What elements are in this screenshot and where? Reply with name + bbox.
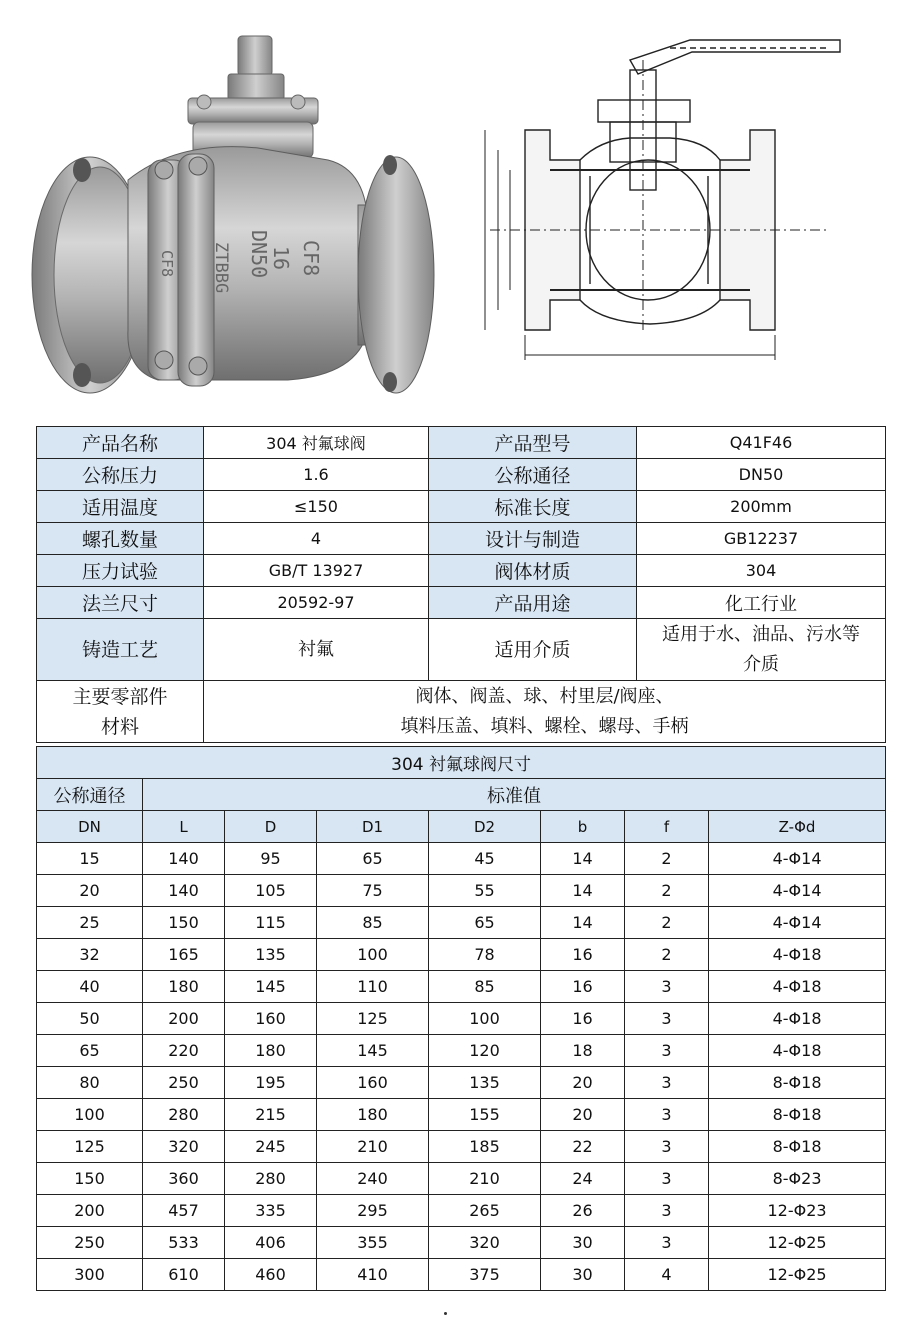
table-cell: 100 xyxy=(37,1099,143,1131)
spec-label: 适用介质 xyxy=(429,619,637,681)
stray-dot xyxy=(444,1312,447,1315)
table-cell: 155 xyxy=(429,1099,541,1131)
photo-side-mark-2: CF8 xyxy=(158,250,176,278)
photo-side-mark-1: ZTBBG xyxy=(211,242,231,294)
table-row xyxy=(37,939,886,971)
spec-value: 304 xyxy=(637,555,886,587)
spec-label: 阀体材质 xyxy=(429,555,637,587)
table-cell: 30 xyxy=(541,1227,625,1259)
table-cell: 85 xyxy=(429,971,541,1003)
spec-label: 公称压力 xyxy=(37,459,204,491)
dims-group-value: 标准值 xyxy=(143,779,886,811)
table-cell: 145 xyxy=(317,1035,429,1067)
dims-header: D xyxy=(225,811,317,843)
spec-label-line: 主要零部件 xyxy=(72,685,168,708)
spec-value: 304 衬氟球阀 xyxy=(204,427,429,459)
table-cell: 75 xyxy=(317,875,429,907)
spec-value: 4 xyxy=(204,523,429,555)
table-cell: 12-Φ25 xyxy=(709,1259,886,1291)
table-row xyxy=(37,1067,886,1099)
dims-header: L xyxy=(143,811,225,843)
table-row xyxy=(37,1131,886,1163)
table-row xyxy=(37,875,886,907)
table-cell: 16 xyxy=(541,971,625,1003)
table-cell: 8-Φ18 xyxy=(709,1131,886,1163)
table-cell: 220 xyxy=(143,1035,225,1067)
spec-label: 压力试验 xyxy=(37,555,204,587)
spec-label: 公称通径 xyxy=(429,459,637,491)
table-cell: 457 xyxy=(143,1195,225,1227)
table-cell: 2 xyxy=(625,907,709,939)
spec-value: Q41F46 xyxy=(637,427,886,459)
table-cell: 4-Φ18 xyxy=(709,1035,886,1067)
table-cell: 12-Φ25 xyxy=(709,1227,886,1259)
table-cell: 4-Φ14 xyxy=(709,875,886,907)
table-cell: 65 xyxy=(317,843,429,875)
table-cell: 4-Φ18 xyxy=(709,971,886,1003)
table-cell: 215 xyxy=(225,1099,317,1131)
valve-section-drawing xyxy=(470,30,850,370)
spec-value: 1.6 xyxy=(204,459,429,491)
dims-header: f xyxy=(625,811,709,843)
dims-header: DN xyxy=(37,811,143,843)
spec-row xyxy=(37,491,886,523)
table-cell: 3 xyxy=(625,1067,709,1099)
dims-header-row xyxy=(37,811,886,843)
table-cell: 180 xyxy=(225,1035,317,1067)
table-cell: 135 xyxy=(429,1067,541,1099)
table-row xyxy=(37,1227,886,1259)
table-cell: 355 xyxy=(317,1227,429,1259)
table-row xyxy=(37,1259,886,1291)
table-cell: 375 xyxy=(429,1259,541,1291)
spec-value: GB/T 13927 xyxy=(204,555,429,587)
table-cell: 320 xyxy=(143,1131,225,1163)
dimensions-table xyxy=(36,746,886,1291)
table-cell: 4 xyxy=(625,1259,709,1291)
table-cell: 4-Φ14 xyxy=(709,843,886,875)
spec-label: 产品型号 xyxy=(429,427,637,459)
table-cell: 533 xyxy=(143,1227,225,1259)
photo-mark-2: 16 xyxy=(269,246,293,271)
dims-group-row xyxy=(37,779,886,811)
table-cell: 320 xyxy=(429,1227,541,1259)
table-cell: 100 xyxy=(317,939,429,971)
spec-value: GB12237 xyxy=(637,523,886,555)
spec-row-parts xyxy=(37,681,886,743)
spec-label: 标准长度 xyxy=(429,491,637,523)
table-cell: 460 xyxy=(225,1259,317,1291)
spec-value-line: 填料压盖、填料、螺栓、螺母、手柄 xyxy=(400,715,689,737)
table-cell: 105 xyxy=(225,875,317,907)
spec-value: ≤150 xyxy=(204,491,429,523)
table-cell: 20 xyxy=(541,1067,625,1099)
table-cell: 3 xyxy=(625,1163,709,1195)
table-cell: 245 xyxy=(225,1131,317,1163)
table-row xyxy=(37,1195,886,1227)
table-cell: 185 xyxy=(429,1131,541,1163)
table-cell: 195 xyxy=(225,1067,317,1099)
spec-label: 法兰尺寸 xyxy=(37,587,204,619)
table-row xyxy=(37,971,886,1003)
table-cell: 115 xyxy=(225,907,317,939)
dims-header: D1 xyxy=(317,811,429,843)
table-cell: 3 xyxy=(625,1131,709,1163)
table-cell: 20 xyxy=(37,875,143,907)
table-cell: 125 xyxy=(317,1003,429,1035)
table-cell: 26 xyxy=(541,1195,625,1227)
table-cell: 4-Φ18 xyxy=(709,1003,886,1035)
dims-caption-row xyxy=(37,747,886,779)
spec-value: 衬氟 xyxy=(204,619,429,681)
table-cell: 85 xyxy=(317,907,429,939)
spec-label: 产品名称 xyxy=(37,427,204,459)
table-cell: 25 xyxy=(37,907,143,939)
table-cell: 3 xyxy=(625,1003,709,1035)
table-cell: 610 xyxy=(143,1259,225,1291)
table-cell: 125 xyxy=(37,1131,143,1163)
spec-row xyxy=(37,523,886,555)
dims-header: Z-Φd xyxy=(709,811,886,843)
table-cell: 150 xyxy=(37,1163,143,1195)
valve-photo xyxy=(28,30,438,400)
table-cell: 14 xyxy=(541,843,625,875)
table-cell: 2 xyxy=(625,875,709,907)
table-cell: 8-Φ18 xyxy=(709,1067,886,1099)
dims-header: b xyxy=(541,811,625,843)
table-cell: 2 xyxy=(625,939,709,971)
table-cell: 24 xyxy=(541,1163,625,1195)
spec-label: 铸造工艺 xyxy=(37,619,204,681)
table-cell: 335 xyxy=(225,1195,317,1227)
table-cell: 65 xyxy=(37,1035,143,1067)
table-cell: 32 xyxy=(37,939,143,971)
table-cell: 410 xyxy=(317,1259,429,1291)
table-cell: 100 xyxy=(429,1003,541,1035)
table-cell: 280 xyxy=(143,1099,225,1131)
table-cell: 120 xyxy=(429,1035,541,1067)
spec-row-casting xyxy=(37,619,886,681)
spec-value-line: 适用于水、油品、污水等 xyxy=(662,623,860,645)
table-cell: 20 xyxy=(541,1099,625,1131)
photo-mark-1: DN50 xyxy=(247,230,271,279)
table-cell: 55 xyxy=(429,875,541,907)
table-cell: 3 xyxy=(625,1227,709,1259)
table-row xyxy=(37,1003,886,1035)
table-cell: 45 xyxy=(429,843,541,875)
table-cell: 3 xyxy=(625,1195,709,1227)
table-cell: 135 xyxy=(225,939,317,971)
table-row xyxy=(37,1099,886,1131)
table-cell: 145 xyxy=(225,971,317,1003)
table-cell: 165 xyxy=(143,939,225,971)
table-row xyxy=(37,843,886,875)
table-row xyxy=(37,1163,886,1195)
photo-mark-3: CF8 xyxy=(299,240,323,277)
table-cell: 78 xyxy=(429,939,541,971)
table-cell: 16 xyxy=(541,939,625,971)
table-cell: 160 xyxy=(225,1003,317,1035)
spec-row xyxy=(37,587,886,619)
table-cell: 3 xyxy=(625,1099,709,1131)
spec-row xyxy=(37,427,886,459)
table-cell: 265 xyxy=(429,1195,541,1227)
table-cell: 14 xyxy=(541,875,625,907)
table-cell: 8-Φ18 xyxy=(709,1099,886,1131)
table-cell: 12-Φ23 xyxy=(709,1195,886,1227)
table-cell: 4-Φ18 xyxy=(709,939,886,971)
spec-value-parts xyxy=(204,681,886,743)
table-cell: 80 xyxy=(37,1067,143,1099)
spec-label: 螺孔数量 xyxy=(37,523,204,555)
table-cell: 3 xyxy=(625,1035,709,1067)
dims-caption: 304 衬氟球阀尺寸 xyxy=(37,747,886,779)
spec-value-medium xyxy=(637,619,886,681)
table-cell: 8-Φ23 xyxy=(709,1163,886,1195)
spec-value-line: 阀体、阀盖、球、村里层/阀座、 xyxy=(415,685,674,707)
table-cell: 14 xyxy=(541,907,625,939)
spec-row xyxy=(37,459,886,491)
table-cell: 160 xyxy=(317,1067,429,1099)
table-cell: 2 xyxy=(625,843,709,875)
spec-label: 设计与制造 xyxy=(429,523,637,555)
spec-value: 化工行业 xyxy=(637,587,886,619)
table-cell: 295 xyxy=(317,1195,429,1227)
table-cell: 18 xyxy=(541,1035,625,1067)
spec-label: 产品用途 xyxy=(429,587,637,619)
spec-label-parts xyxy=(37,681,204,743)
table-cell: 22 xyxy=(541,1131,625,1163)
spec-row xyxy=(37,555,886,587)
table-cell: 40 xyxy=(37,971,143,1003)
table-cell: 140 xyxy=(143,875,225,907)
table-cell: 406 xyxy=(225,1227,317,1259)
table-cell: 280 xyxy=(225,1163,317,1195)
table-cell: 110 xyxy=(317,971,429,1003)
spec-value: DN50 xyxy=(637,459,886,491)
table-row xyxy=(37,907,886,939)
spec-value: 20592-97 xyxy=(204,587,429,619)
table-cell: 200 xyxy=(37,1195,143,1227)
spec-value: 200mm xyxy=(637,491,886,523)
table-cell: 150 xyxy=(143,907,225,939)
table-cell: 210 xyxy=(317,1131,429,1163)
table-cell: 250 xyxy=(37,1227,143,1259)
table-cell: 180 xyxy=(317,1099,429,1131)
dims-header: D2 xyxy=(429,811,541,843)
table-cell: 240 xyxy=(317,1163,429,1195)
table-cell: 250 xyxy=(143,1067,225,1099)
table-cell: 50 xyxy=(37,1003,143,1035)
table-cell: 15 xyxy=(37,843,143,875)
table-cell: 180 xyxy=(143,971,225,1003)
table-cell: 30 xyxy=(541,1259,625,1291)
table-cell: 65 xyxy=(429,907,541,939)
table-cell: 140 xyxy=(143,843,225,875)
table-cell: 300 xyxy=(37,1259,143,1291)
table-row xyxy=(37,1035,886,1067)
spec-label: 适用温度 xyxy=(37,491,204,523)
dims-group-label: 公称通径 xyxy=(37,779,143,811)
table-cell: 16 xyxy=(541,1003,625,1035)
table-cell: 4-Φ14 xyxy=(709,907,886,939)
table-cell: 200 xyxy=(143,1003,225,1035)
spec-value-line: 介质 xyxy=(743,653,779,675)
table-cell: 360 xyxy=(143,1163,225,1195)
table-cell: 95 xyxy=(225,843,317,875)
spec-table xyxy=(36,426,886,743)
spec-label-line: 材料 xyxy=(100,715,139,738)
table-cell: 210 xyxy=(429,1163,541,1195)
table-cell: 3 xyxy=(625,971,709,1003)
